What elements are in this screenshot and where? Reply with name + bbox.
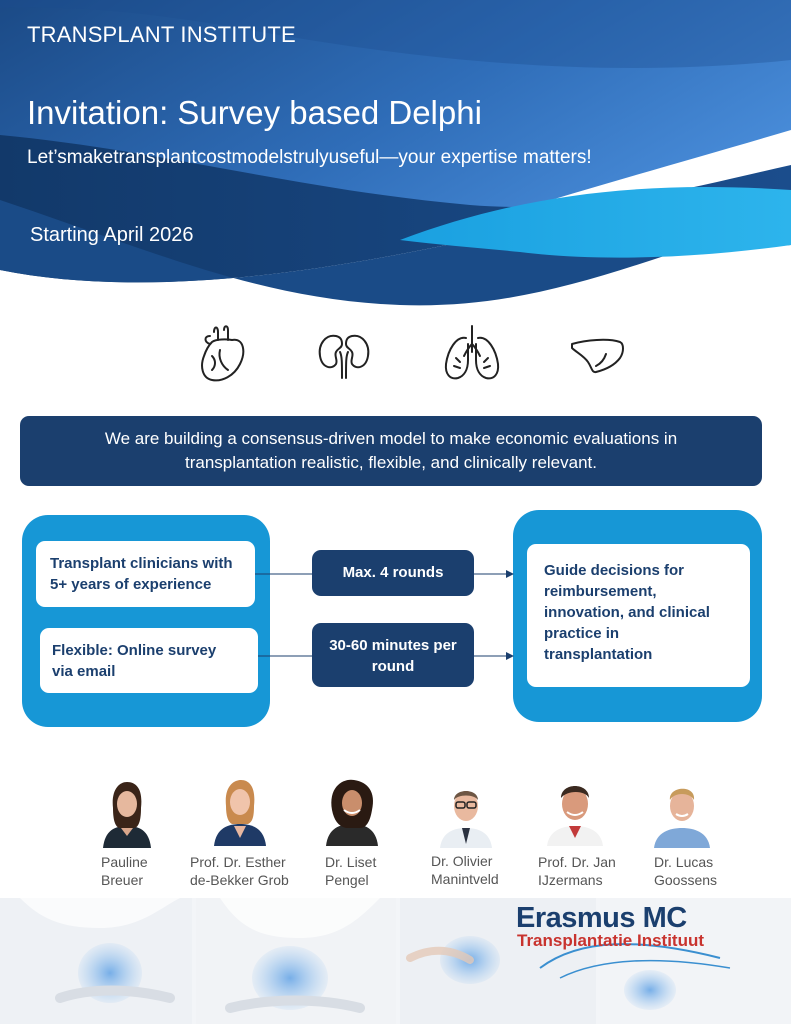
step-line: Max. 4 rounds <box>342 564 444 581</box>
member-name-line: Dr. Lucas <box>654 854 714 870</box>
erasmus-mc-logo: Erasmus MC <box>516 902 687 934</box>
member-name-line: IJzermans <box>538 872 603 888</box>
member-name <box>101 853 148 889</box>
step-rounds <box>312 550 474 596</box>
card-line: via email <box>52 663 116 680</box>
input-card-clinicians <box>36 541 255 607</box>
member-name-line: Prof. Dr. Esther <box>190 854 286 870</box>
card-line: 5+ years of experience <box>50 576 212 593</box>
member-name-line: Prof. Dr. Jan <box>538 854 616 870</box>
member-name-line: Dr. Liset <box>325 854 377 870</box>
avatar-olivier-manintveld <box>434 778 498 848</box>
page-subtitle: Let’smaketransplantcostmodelstrulyuseful—your expertise matters! <box>27 147 592 168</box>
outcome-line: reimbursement, <box>544 583 657 600</box>
avatar-liset-pengel <box>320 776 384 846</box>
outcome-card <box>527 544 750 687</box>
member-name-line: Breuer <box>101 872 144 888</box>
member-name-line: de-Bekker Grob <box>190 872 289 888</box>
outcome-line: innovation, and clinical <box>544 604 710 621</box>
member-name <box>431 852 499 888</box>
member-name-line: Dr. Olivier <box>431 853 493 869</box>
member-name <box>538 853 616 889</box>
card-line: Transplant clinicians with <box>50 555 233 572</box>
member-name-line: Manintveld <box>431 871 499 887</box>
input-card-format <box>40 628 258 693</box>
outcome-line: transplantation <box>544 646 653 663</box>
step-line: round <box>371 658 415 675</box>
step-line: 30-60 minutes per <box>329 637 457 654</box>
outcome-line: Guide decisions for <box>544 562 685 579</box>
banner-line-1: We are building a consensus-driven model to make economic evaluations in <box>104 429 678 448</box>
outcome-line: practice in <box>544 625 620 642</box>
card-line: Flexible: Online survey <box>52 642 217 659</box>
member-name <box>325 853 376 889</box>
step-duration <box>312 623 474 687</box>
member-name <box>654 853 717 889</box>
banner-line-2: transplantation realistic, flexible, and clinically relevant. <box>185 453 597 472</box>
org-name: TRANSPLANT INSTITUTE <box>27 22 296 47</box>
transplant-institute-logo-subtitle: Transplantatie Instituut <box>517 931 705 950</box>
member-name-line: Goossens <box>654 872 718 888</box>
avatar-lucas-goossens <box>650 778 714 848</box>
avatar-jan-ijzermans <box>543 776 607 846</box>
member-name <box>190 853 289 889</box>
member-name-line: Pengel <box>325 872 369 888</box>
avatar-pauline-breuer <box>95 778 159 848</box>
member-name-line: Pauline <box>101 854 148 870</box>
page-title: Invitation: Survey based Delphi <box>27 94 482 131</box>
avatar-esther-de-bekker-grob <box>208 776 272 846</box>
start-date: Starting April 2026 <box>30 224 194 246</box>
